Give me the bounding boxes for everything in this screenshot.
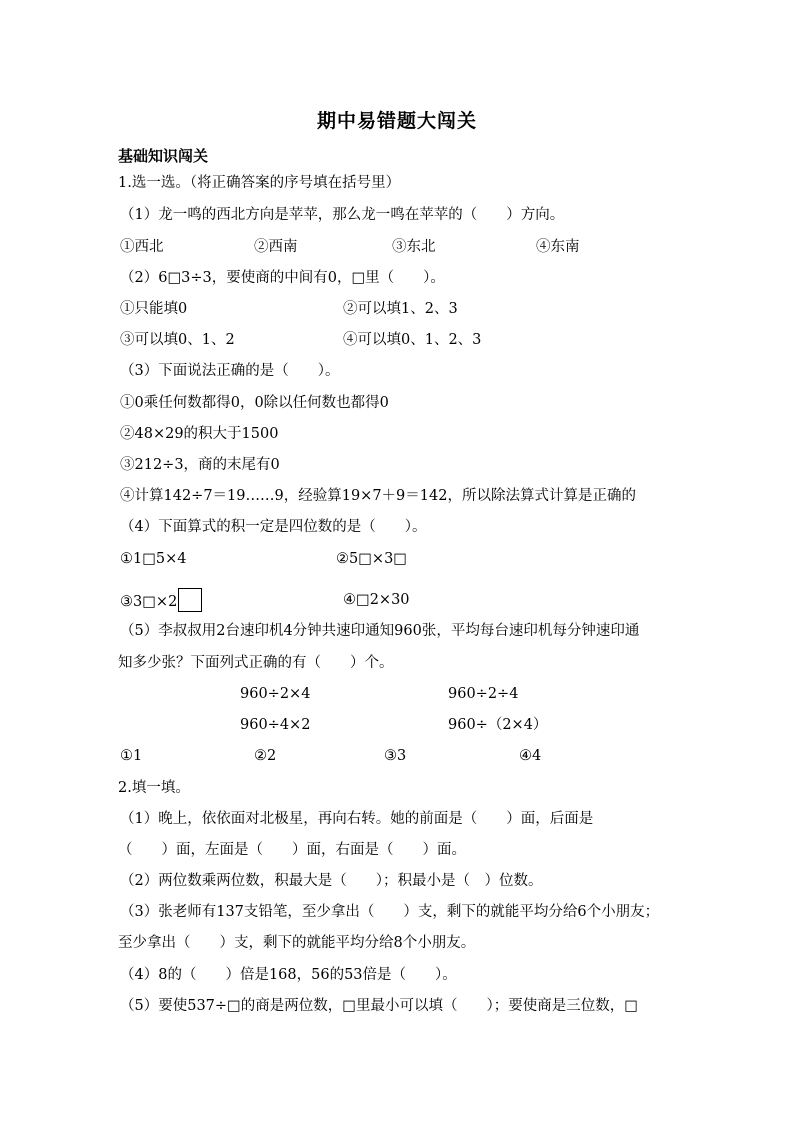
q2-p4: （4）8的（ ）倍是168，56的53倍是（ ）。 <box>120 967 457 983</box>
q1-p5-option-1: ①1 <box>120 748 143 764</box>
q2-p2: （2）两位数乘两位数，积最大是（ ）；积最小是（ ）位数。 <box>120 873 543 889</box>
q1-p4-option-3-wrap <box>120 588 202 612</box>
q1-p4-option-2: ②5□×3□ <box>336 551 407 567</box>
q1-p3-option-2: ②48×29的积大于1500 <box>120 426 279 442</box>
q1-p3-option-3: ③212÷3，商的末尾有0 <box>120 457 280 473</box>
q1-p5-option-2: ②2 <box>254 748 277 764</box>
q2-p1-line1: （1）晚上，依依面对北极星，再向右转。她的前面是（ ）面，后面是 <box>120 811 594 827</box>
q1-p1-option-2: ②西南 <box>254 239 298 255</box>
q1-p3-option-1: ①0乘任何数都得0，0除以任何数也都得0 <box>120 395 389 411</box>
q1-p4-option-3: ③3□×2 <box>120 594 178 610</box>
q1-p5-formula-1: 960÷2×4 <box>240 686 311 702</box>
q2-heading: 2.填一填。 <box>118 780 190 796</box>
q1-p1-stem: （1）龙一鸣的西北方向是苹苹，那么龙一鸣在苹苹的（ ）方向。 <box>120 207 565 223</box>
q1-p1-option-4: ④东南 <box>536 239 580 255</box>
q2-p3-line2: 至少拿出（ ）支，剩下的就能平均分给8个小朋友。 <box>118 935 476 951</box>
q1-p2-option-3: ③可以填0、1、2 <box>120 332 235 348</box>
q1-p4-stem: （4）下面算式的积一定是四位数的是（ ）。 <box>120 519 427 535</box>
q1-p1-option-1: ①西北 <box>120 239 164 255</box>
blank-box <box>178 588 202 612</box>
q1-p3-stem: （3）下面说法正确的是（ ）。 <box>120 363 340 379</box>
q1-p5-formula-2: 960÷2÷4 <box>448 686 519 702</box>
q1-p3-option-4: ④计算142÷7＝19……9，经验算19×7＋9＝142，所以除法算式计算是正确的 <box>120 488 636 504</box>
q1-p2-option-4: ④可以填0、1、2、3 <box>343 332 482 348</box>
q2-p1-line2: （ ）面，左面是（ ）面，右面是（ ）面。 <box>118 842 466 858</box>
q1-heading: 1.选一选。（将正确答案的序号填在括号里） <box>118 175 401 191</box>
q1-p2-stem: （2）6□3÷3，要使商的中间有0，□里（ ）。 <box>120 270 445 286</box>
q1-p5-option-3: ③3 <box>384 748 407 764</box>
q1-p4-option-4: ④□2×30 <box>343 592 410 608</box>
q1-p5-formula-3: 960÷4×2 <box>240 717 311 733</box>
q1-p5-stem-line1: （5）李叔叔用2台速印机4分钟共速印通知960张，平均每台速印机每分钟速印通 <box>120 623 640 639</box>
q2-p3-line1: （3）张老师有137支铅笔，至少拿出（ ）支，剩下的就能平均分给6个小朋友； <box>120 904 660 920</box>
q1-p1-option-3: ③东北 <box>392 239 436 255</box>
section-heading: 基础知识闯关 <box>118 147 209 165</box>
q2-p5: （5）要使537÷□的商是两位数，□里最小可以填（ ）；要使商是三位数，□ <box>120 998 638 1014</box>
q1-p5-stem-line2: 知多少张？下面列式正确的有（ ）个。 <box>118 655 394 671</box>
page-title: 期中易错题大闯关 <box>316 110 477 132</box>
q1-p4-option-1: ①1□5×4 <box>120 551 187 567</box>
q1-p5-formula-4: 960÷（2×4） <box>448 717 548 733</box>
q1-p2-option-1: ①只能填0 <box>120 301 188 317</box>
q1-p5-option-4: ④4 <box>519 748 542 764</box>
q1-p2-option-2: ②可以填1、2、3 <box>343 301 458 317</box>
